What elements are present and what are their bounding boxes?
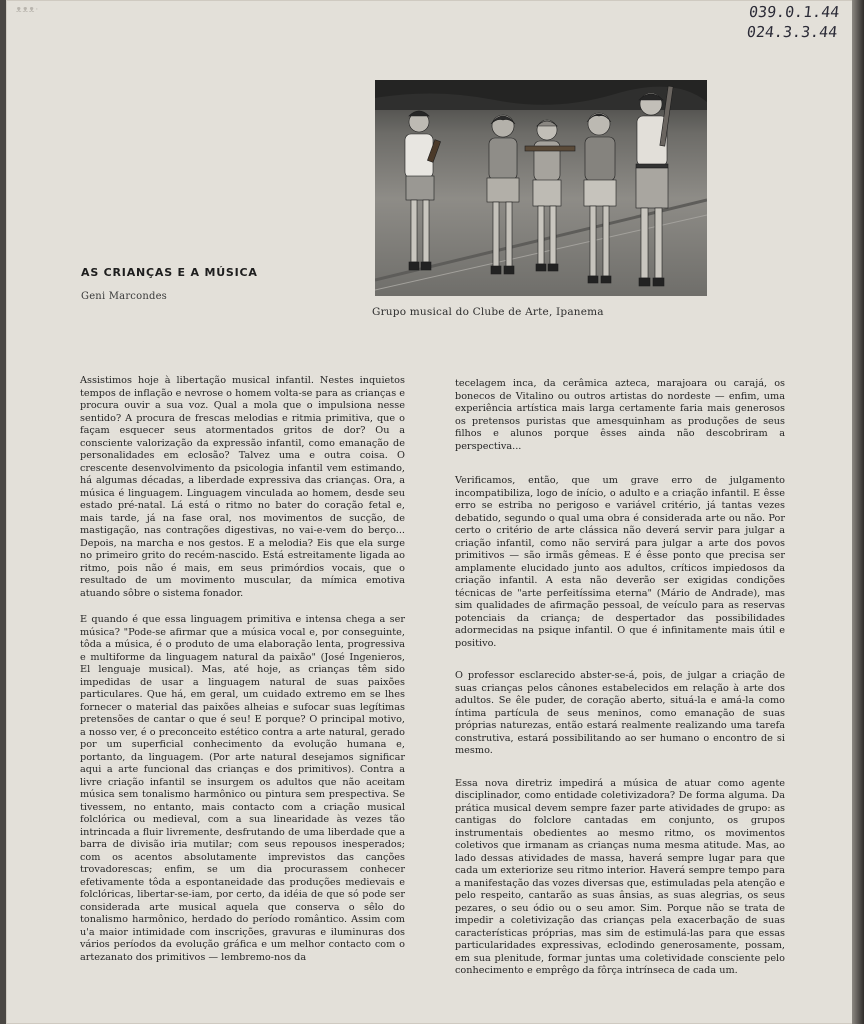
article-paragraph: Verificamos, então, que um grave erro de julgamento incompatibiliza, logo de início, o adulto e a criação infantil. E êsse erro se estriba no perigoso e variável critério, já tantas vezes debatido, segundo o qual uma obra é considerada arte ou não. Por certo o critério de arte clássica não deverá servir para julgar a criação infantil, como não servirá para julgar a arte dos povos primitivos — são irmãs gêmeas. E é êsse ponto que precisa ser amplamente elucidado junto aos adultos, críticos impiedosos da criação infantil. A esta não deverão ser exigidas condições técnicas de "arte perfeitíssima eterna" (Mário de Andrade), mas sim qualidades de afirmação pessoal, de veículo para as reservas potenciais da criança; de despertador das possibilidades adormecidas na psique infantil. O que é infinitamente mais útil e positivo. xyxy=(455,475,785,649)
photo-caption: Grupo musical do Clube de Arte, Ipanema xyxy=(372,306,604,318)
article-title: AS CRIANÇAS E A MÚSICA xyxy=(81,266,258,279)
article-paragraph: O professor esclarecido abster-se-á, pois, de julgar a criação de suas crianças pelos cânones estabelecidos em relação à arte dos adultos. Se êle puder, de coração aberto, situá-la e amá-la como íntima partícula de seus meninos, como emanação de suas próprias naturezas, então estará realmente realizando uma tarefa construtiva, estará possibilitando ao ser humano o encontro de si mesmo. xyxy=(455,670,785,756)
article-paragraph: Assistimos hoje à libertação musical infantil. Nestes inquietos tempos de inflação e nevrose o homem volta-se para as crianças e procura ouvir a sua voz. Qual a mola que o impulsiona nesse sentido? A procura de frescas melodias e ritmia primitiva, que o façam esquecer seus atormentados gritos de dor? Ou a consciente valorização da expressão infantil, como emanação de personalidades em eclosão? Talvez uma e outra coisa. O crescente desenvolvimento da psicologia infantil vem estimando, há algumas décadas, a liberdade expressiva das crianças. Ora, a música é linguagem. Linguagem vinculada ao homem, desde seu estado pré-natal. Lá está o ritmo no bater do coração fetal e, mais tarde, já na fase oral, nos movimentos de sucção, de mastigação, nas contrações digestivas, no vai-e-vem do berço... Depois, na marcha e nos gestos. E a melodia? Eis que ela surge no primeiro grito do recém-nascido. Está estreitamente ligada ao ritmo, pois não é mais, em seus primórdios vocais, que o resultado de um movimento muscular, da mímica emotiva atuando sôbre o sistema fonador. xyxy=(80,375,405,599)
article-paragraph: E quando é que essa linguagem primitiva e intensa chega a ser música? "Pode-se afirmar que a música vocal e, por conseguinte, tôda a música, é o produto de uma elaboração lenta, progressiva e multiforme da linguagem natural da paixão" (José Ingenieros, El lenguaje musical). Mas, até hoje, as crianças têm sido impedidas de usar a linguagem natural de suas paixões particulares. Que há, em geral, um cuidado extremo em se lhes fornecer o material das paixões alheias e sufocar suas legítimas pretensões de cantar o que é seu! E porque? O principal motivo, a nosso ver, é o preconceito estético contra a arte natural, gerado por um superficial conhecimento da evolução humana e, portanto, da linguagem. (Por arte natural desejamos significar aqui a arte funcional das crianças e dos primitivos). Contra a livre criação infantil se insurgem os adultos que não aceitam música sem tonalismo harmônico ou pintura sem prespectiva. Se tivessem, no entanto, mais contacto com a criação musical folclórica ou medieval, com a sua linearidade às vezes tão intrincada a fluir livremente, desfrutando de uma liberdade que a barra de divisão iria mutilar; com seus repousos inesperados; com os acentos absolutamente imprevistos das canções trovadorescas; enfim, se um dia procurassem conhecer efetivamente tôda a espontaneidade das produções medievais e folclóricas, libertar-se-iam, por certo, da idéia de que só pode ser considerada arte musical aquela que conserva o sêlo do tonalismo harmônico, herdado do período romântico. Assim com u'a maior intimidade com inscrições, gravuras e iluminuras dos vários períodos da evolução gráfica e um melhor contacto com o artezanato dos primitivos — lembremo-nos da xyxy=(80,614,405,963)
children-photo-image xyxy=(375,80,707,296)
article-paragraph: Essa nova diretriz impedirá a música de atuar como agente disciplinador, como entidade coletivizadora? De forma alguma. Da prática musical devem sempre fazer parte atividades de grupo: as cantigas do folclore cantadas em conjunto, os grupos instrumentais obedientes ao mesmo ritmo, os movimentos coletivos que irmanam as crianças numa mesma atitude. Mas, ao lado dessas atividades de massa, haverá sempre lugar para que cada um exteriorize seu ritmo interior. Haverá sempre tempo para a manifestação das vozes diversas que, estimuladas pela atenção e pelo respeito, cantarão as suas ânsias, as suas alegrias, os seus pezares, o seu ódio ou o seu amor. Sim. Porque não se trata de impedir a coletivização das crianças pela exacerbação de suas características próprias, mas sim de estimulá-las para que essas particularidades expressivas, eclodindo generosamente, possam, em sua plenitude, formar juntas uma coletividade consciente pelo conhecimento e emprêgo da fôrça intrínseca de cada um. xyxy=(455,777,785,976)
article-author: Geni Marcondes xyxy=(81,291,168,302)
article-paragraph: tecelagem inca, da cerâmica azteca, marajoara ou carajá, os bonecos de Vitalino ou outros artistas do nordeste — enfim, uma experiência artística mais larga certamente faria mais generosos os pretensos puristas que amesquinham as produções de seus filhos e alunos porque êsses ainda não descobriram a perspectiva... xyxy=(455,378,785,452)
article-column-right xyxy=(455,378,785,978)
archive-codes xyxy=(746,2,841,42)
article-column-left xyxy=(80,375,405,964)
page-edge-shadow xyxy=(852,0,864,1024)
children-photo xyxy=(375,80,707,296)
corner-scrawl: ᴥᴥᴥ· xyxy=(16,5,40,15)
archive-code: 024.3.3.44 xyxy=(746,23,839,41)
magazine-page xyxy=(6,0,858,1024)
archive-code: 039.0.1.44 xyxy=(748,3,841,21)
